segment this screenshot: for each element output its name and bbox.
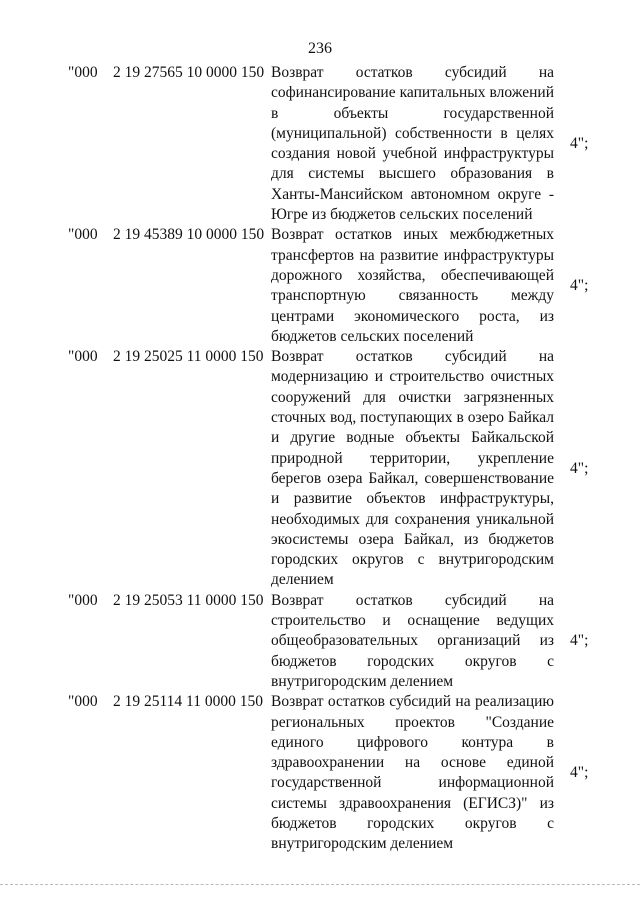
- row-description: Возврат остатков субсидий на строительство и оснащение ведущих общеобразовательных организаций из бюджетов городских округов с внутригородским делением: [271, 591, 554, 690]
- table-row: [0, 225, 640, 347]
- row-prefix: "000: [68, 591, 98, 609]
- budget-code: 2 19 25025 11 0000 150: [113, 348, 264, 366]
- row-prefix: "000: [68, 226, 98, 244]
- bottom-rule: [0, 884, 640, 885]
- table-row: [0, 591, 640, 692]
- table-row: [0, 692, 640, 854]
- budget-code-table: [0, 63, 640, 855]
- budget-code: 2 19 25053 11 0000 150: [113, 591, 264, 609]
- row-prefix: "000: [68, 348, 98, 366]
- row-suffix: 4";: [570, 459, 589, 477]
- row-prefix: "000: [68, 64, 98, 81]
- row-description: Возврат остатков субсидий на софинансирование капитальных вложений в объекты государственной (муниципальной) собственности в целях создания новой учебной инфраструктуры для системы высшего образования в Ханты-Мансийском автономном округе - Югре из бюджетов сельских поселений: [271, 64, 554, 224]
- budget-code: 2 19 27565 10 0000 150: [113, 64, 265, 81]
- row-suffix: 4";: [570, 135, 589, 153]
- page-number: 236: [308, 40, 332, 57]
- row-suffix: 4";: [570, 277, 589, 295]
- budget-code: 2 19 25114 11 0000 150: [113, 693, 263, 711]
- table-row: [0, 63, 640, 225]
- row-prefix: "000: [68, 693, 98, 711]
- row-description: Возврат остатков субсидий на модернизацию и строительство очистных сооружений для очистки загрязненных сточных вод, поступающих в озеро Байкал и другие водные объекты Байкальской природной территории, укрепление берегов озера Байкал, совершенствование и развитие объектов инфраструктуры, необходимых для сохранения уникальной экосистемы озера Байкал, из бюджетов городских округов с внутригородским делением: [271, 348, 554, 589]
- row-suffix: 4";: [570, 764, 589, 782]
- table-row: [0, 347, 640, 591]
- budget-code: 2 19 45389 10 0000 150: [113, 226, 265, 244]
- row-description: Возврат остатков иных межбюджетных трансфертов на развитие инфраструктуры дорожного хозяйства, обеспечивающей транспортную связанность между центрами экономического роста, из бюджетов сельских поселений: [271, 226, 554, 345]
- row-suffix: 4";: [570, 632, 589, 650]
- row-description: Возврат остатков субсидий на реализацию региональных проектов "Создание единого цифрового контура в здравоохранении на основе единой государственной информационной системы здравоохранения (ЕГИСЗ)" из бюджетов городских округов с внутригородским делением: [271, 693, 554, 853]
